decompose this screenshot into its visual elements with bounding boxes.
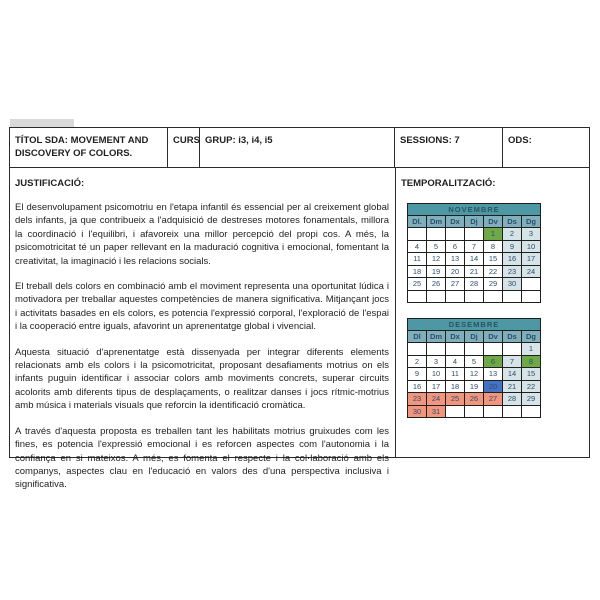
calendar-empty-cell [446, 228, 464, 240]
justificacio-paragraph-3: Aquesta situació d'aprenentatge està dissenyada per integrar diferents elements relacionats amb els colors i la psicomotricitat, proposant desafiaments motrius on els infants puguin identificar i associar colors amb moviments concrets, superar circuits acolorits amb diferents tipus de desplaçaments, o realitzar danses i jocs rítmic-motrius amb música i materials visuals que reforcin la identificació cromàtica. [15, 346, 389, 412]
calendar-day-cell: 10 [522, 241, 540, 253]
table-body-row [10, 168, 589, 491]
calendar-empty-cell [465, 291, 483, 303]
calendar-day-cell: 1 [484, 228, 502, 240]
calendar-day-cell: 26 [427, 278, 445, 290]
calendar-day-cell: 16 [408, 381, 426, 393]
justificacio-paragraph-2: El treball dels colors en combinació amb el moviment representa una oportunitat lúdica i motivadora per treballar aquestes competències de manera significativa. Mitjançant jocs i activitats basades en els colors, es potencia l'expressió corporal, l'exploració de l'espai i la cooperació entre iguals, afavorint un aprenentatge global i vivencial. [15, 281, 389, 333]
calendar-day-cell: 15 [522, 368, 540, 380]
justificacio-paragraph-1: El desenvolupament psicomotriu en l'etapa infantil és essencial per al creixement global dels infants, ja que contribueix a l'adquisició de destreses motores fonamentals, millora la coordinació i l'equilibri, i afavoreix una millor percepció del propi cos. A més, la psicomotricitat té un paper rellevant en la maduració cognitiva i emocional, fomentant la creativitat, la imaginació i les relacions socials. [15, 202, 389, 267]
calendar-day-cell: 4 [408, 241, 426, 253]
calendar-empty-cell [427, 291, 445, 303]
calendar-day-cell: 11 [446, 368, 464, 380]
calendar-day-cell: 6 [484, 356, 502, 368]
justificacio-cell [10, 168, 396, 491]
calendar-day-cell: 27 [446, 278, 464, 290]
calendar-day-of-week-header: Dv [484, 331, 502, 342]
calendar-day-cell: 8 [522, 356, 540, 368]
calendar-day-cell: 12 [465, 368, 483, 380]
calendar-day-of-week-header: Dv [484, 216, 502, 227]
calendar-empty-cell [465, 406, 483, 418]
calendar-empty-cell [408, 343, 426, 355]
calendar-grid [408, 331, 540, 417]
titol-sda-label: TÍTOL SDA: MOVEMENT AND DISCOVERY OF COLORS. [15, 135, 149, 159]
calendar-day-of-week-header: Dm [427, 331, 445, 342]
calendar-day-cell: 4 [446, 356, 464, 368]
calendar-day-cell: 10 [427, 368, 445, 380]
calendar-day-cell: 19 [465, 381, 483, 393]
table-header-row [10, 128, 589, 168]
calendar-day-cell: 7 [503, 356, 521, 368]
calendar-empty-cell [408, 228, 426, 240]
calendar-day-cell: 28 [465, 278, 483, 290]
calendar-day-cell: 17 [427, 381, 445, 393]
calendar-empty-cell [522, 291, 540, 303]
calendar-day-cell: 13 [484, 368, 502, 380]
curs-label: CURS [173, 135, 200, 146]
sda-lesson-plan-table [9, 127, 590, 491]
calendar-day-cell: 20 [484, 381, 502, 393]
calendar-day-cell: 14 [503, 368, 521, 380]
calendar-novembre [407, 203, 541, 303]
calendar-day-cell: 26 [465, 393, 483, 405]
calendar-empty-cell [446, 406, 464, 418]
calendar-empty-cell [427, 343, 445, 355]
calendar-day-of-week-header: Dx [446, 331, 464, 342]
calendar-day-cell: 19 [427, 266, 445, 278]
calendar-day-cell: 21 [503, 381, 521, 393]
justificacio-paragraph-4: A través d'aquesta proposta es treballen tant les habilitats motrius gruixudes com les fines, es potencia l'expressió emocional i es reforcen aspectes com l'autonomia i la confiança en si mateixos. A més, es fomenta el respecte i la col·laboració amb els companys, aspectes clau en l'educació en valors des d'una perspectiva inclusiva i significativa. [15, 425, 389, 491]
calendar-day-cell: 3 [522, 228, 540, 240]
calendar-day-cell: 2 [408, 356, 426, 368]
calendar-day-of-week-header: Ds [503, 331, 521, 342]
calendar-day-cell: 25 [446, 393, 464, 405]
calendar-day-cell: 25 [408, 278, 426, 290]
calendar-day-cell: 21 [465, 266, 483, 278]
calendar-day-of-week-header: Dm [427, 216, 445, 227]
calendar-empty-cell [484, 343, 502, 355]
calendar-day-cell: 12 [427, 253, 445, 265]
calendar-day-cell: 1 [522, 343, 540, 355]
calendar-day-cell: 27 [484, 393, 502, 405]
calendar-month-title: DESEMBRE [408, 319, 540, 330]
calendar-empty-cell [484, 406, 502, 418]
sessions-cell [395, 128, 503, 167]
calendar-day-cell: 2 [503, 228, 521, 240]
calendar-day-cell: 3 [427, 356, 445, 368]
calendar-empty-cell [465, 228, 483, 240]
calendar-day-of-week-header: Ds [503, 216, 521, 227]
calendar-day-cell: 9 [408, 368, 426, 380]
justificacio-heading: JUSTIFICACIÓ: [15, 178, 85, 189]
sessions-label: SESSIONS: 7 [400, 135, 460, 146]
calendar-day-cell: 15 [484, 253, 502, 265]
calendar-empty-cell [446, 291, 464, 303]
calendar-day-of-week-header: Dj [465, 331, 483, 342]
calendar-empty-cell [484, 291, 502, 303]
calendar-day-of-week-header: Dl. [408, 216, 426, 227]
calendar-day-cell: 31 [427, 406, 445, 418]
grup-cell [200, 128, 395, 167]
calendar-day-cell: 28 [503, 393, 521, 405]
calendar-day-cell: 11 [408, 253, 426, 265]
calendar-empty-cell [522, 278, 540, 290]
calendar-day-cell: 23 [408, 393, 426, 405]
calendar-day-of-week-header: Dx [446, 216, 464, 227]
calendar-day-cell: 23 [503, 266, 521, 278]
calendar-empty-cell [465, 343, 483, 355]
calendar-day-of-week-header: Dl [408, 331, 426, 342]
calendar-empty-cell [503, 291, 521, 303]
calendar-grid [408, 216, 540, 302]
calendar-day-cell: 24 [522, 266, 540, 278]
calendar-day-cell: 22 [484, 266, 502, 278]
ods-cell [503, 128, 589, 167]
calendar-day-cell: 9 [503, 241, 521, 253]
calendar-day-of-week-header: Dg [522, 216, 540, 227]
titol-sda-cell [10, 128, 168, 167]
temporalitzacio-heading: TEMPORALITZACIÓ: [401, 178, 496, 189]
calendar-day-cell: 24 [427, 393, 445, 405]
calendar-day-cell: 18 [446, 381, 464, 393]
calendar-day-cell: 7 [465, 241, 483, 253]
calendar-empty-cell [408, 291, 426, 303]
calendar-day-cell: 8 [484, 241, 502, 253]
selection-artifact [10, 119, 74, 127]
grup-label: GRUP: i3, i4, i5 [205, 135, 273, 146]
calendar-day-cell: 17 [522, 253, 540, 265]
calendar-day-cell: 30 [503, 278, 521, 290]
calendar-day-cell: 5 [427, 241, 445, 253]
calendar-empty-cell [503, 406, 521, 418]
calendar-empty-cell [427, 228, 445, 240]
calendar-desembre [407, 318, 541, 418]
calendar-day-cell: 13 [446, 253, 464, 265]
calendar-day-cell: 14 [465, 253, 483, 265]
calendar-empty-cell [503, 343, 521, 355]
calendar-day-cell: 20 [446, 266, 464, 278]
calendar-day-cell: 30 [408, 406, 426, 418]
calendar-day-of-week-header: Dj [465, 216, 483, 227]
calendar-day-cell: 16 [503, 253, 521, 265]
curs-cell [168, 128, 200, 167]
calendar-day-cell: 18 [408, 266, 426, 278]
calendar-day-cell: 22 [522, 381, 540, 393]
calendar-month-title: NOVEMBRE [408, 204, 540, 215]
ods-label: ODS: [508, 135, 532, 146]
calendar-empty-cell [522, 406, 540, 418]
calendar-day-cell: 29 [484, 278, 502, 290]
calendar-day-of-week-header: Dg [522, 331, 540, 342]
calendar-day-cell: 29 [522, 393, 540, 405]
calendar-day-cell: 5 [465, 356, 483, 368]
temporalitzacio-cell [396, 168, 589, 458]
calendar-empty-cell [446, 343, 464, 355]
calendar-day-cell: 6 [446, 241, 464, 253]
